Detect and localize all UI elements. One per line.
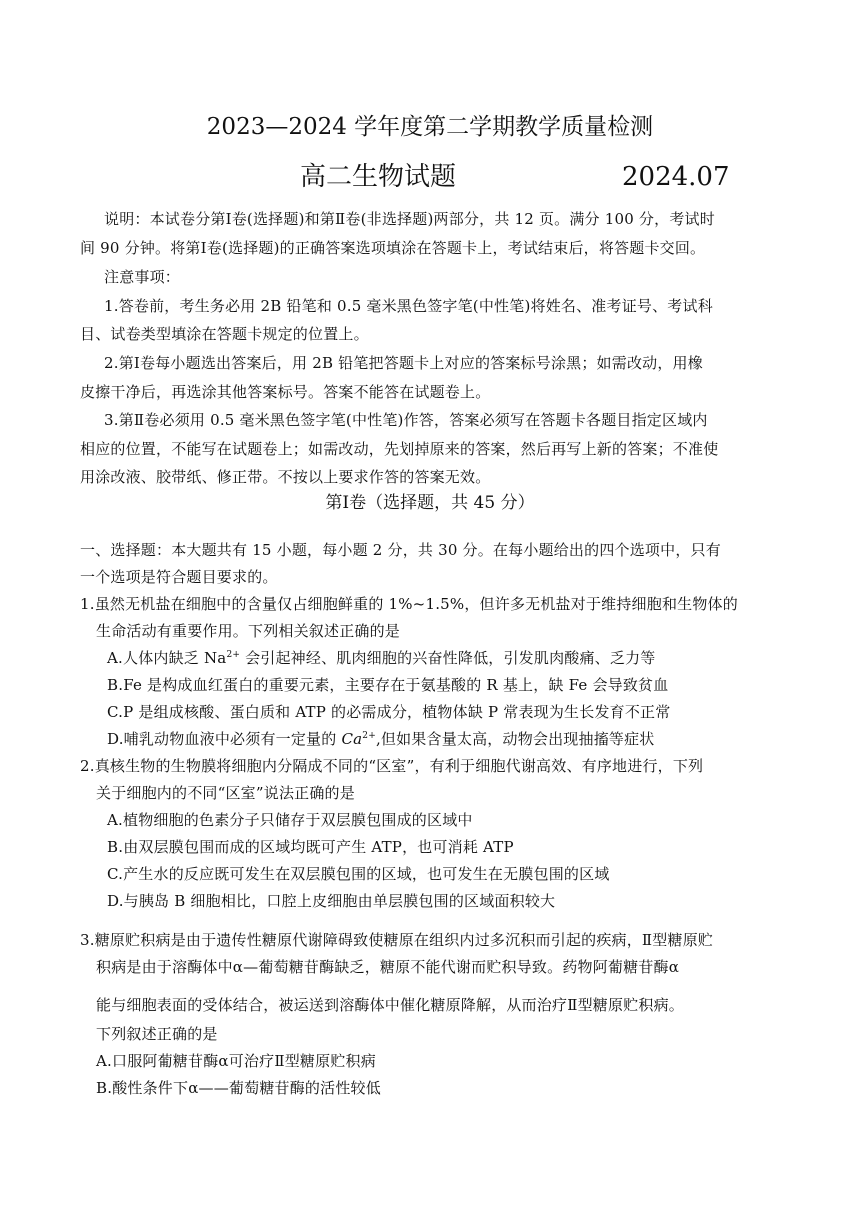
ion-charge: 2+	[362, 731, 376, 741]
option-text: A.人体内缺乏 Na	[107, 649, 227, 667]
ion-symbol: Ca	[341, 730, 363, 748]
notice-item-2-cont: 皮擦干净后，再选涂其他答案标号。答案不能答在试题卷上。	[80, 383, 491, 401]
section-intro: 一、选择题：本大题共有 15 小题，每小题 2 分，共 30 分。在每小题给出的四个选项中，只有	[80, 541, 721, 559]
question-3-option-b: B.酸性条件下α——葡萄糖苷酶的活性较低	[96, 1079, 381, 1097]
question-3-stem-cont: 积病是由于溶酶体中α—葡萄糖苷酶缺乏，糖原不能代谢而贮积导致。药物阿葡糖苷酶α	[96, 958, 680, 976]
instructions-line: 说明：本试卷分第Ⅰ卷(选择题)和第Ⅱ卷(非选择题)两部分，共 12 页。满分 100 分，考试时	[104, 210, 715, 228]
exam-title: 2023—2024 学年度第二学期教学质量检测	[206, 114, 654, 140]
question-2-option-a: A.植物细胞的色素分子只储存于双层膜包围成的区域中	[107, 811, 473, 829]
question-1-option-d	[107, 729, 655, 749]
exam-date: 2024.07	[622, 162, 730, 192]
option-text: D.哺乳动物血液中必须有一定量的	[107, 730, 342, 748]
notice-item-1: 1.答卷前，考生务必用 2B 铅笔和 0.5 毫米黑色签字笔(中性笔)将姓名、准考证号、考试科	[104, 297, 713, 315]
exam-subject: 高二生物试题	[300, 162, 457, 192]
question-1-stem: 1.虽然无机盐在细胞中的含量仅占细胞鲜重的 1%~1.5%，但许多无机盐对于维持细胞和生物体的	[80, 595, 738, 613]
question-1-stem-cont: 生命活动有重要作用。下列相关叙述正确的是	[96, 622, 401, 640]
question-1-option-c: C.P 是组成核酸、蛋白质和 ATP 的必需成分，植物体缺 P 常表现为生长发育不正常	[107, 703, 671, 721]
instructions-line: 间 90 分钟。将第Ⅰ卷(选择题)的正确答案选项填涂在答题卡上，考试结束后，将答题卡交回。	[80, 239, 706, 257]
notice-item-3-cont: 相应的位置，不能写在试题卷上；如需改动，先划掉原来的答案，然后再写上新的答案；不准使	[80, 440, 719, 458]
question-1-option-b: B.Fe 是构成血红蛋白的重要元素，主要存在于氨基酸的 R 基上，缺 Fe 会导致贫血	[107, 676, 669, 694]
question-2-stem: 2.真核生物的生物膜将细胞内分隔成不同的“区室”，有利于细胞代谢高效、有序地进行，下列	[80, 757, 704, 775]
question-1-option-a	[107, 648, 655, 668]
section-title: 第Ⅰ卷（选择题，共 45 分）	[325, 493, 535, 513]
option-text: ,但如果含量太高，动物会出现抽搐等症状	[375, 730, 655, 748]
question-2-option-b: B.由双层膜包围而成的区域均既可产生 ATP，也可消耗 ATP	[107, 838, 514, 856]
option-text: 会引起神经、肌肉细胞的兴奋性降低，引发肌肉酸痛、乏力等	[240, 649, 656, 667]
notice-item-3-cont: 用涂改液、胶带纸、修正带。不按以上要求作答的答案无效。	[80, 468, 491, 486]
notice-item-2: 2.第Ⅰ卷每小题选出答案后，用 2B 铅笔把答题卡上对应的答案标号涂黑；如需改动，用橡	[104, 354, 703, 372]
question-3-stem-cont: 能与细胞表面的受体结合，被运送到溶酶体中催化糖原降解，从而治疗Ⅱ型糖原贮积病。	[96, 996, 684, 1014]
notice-item-1-cont: 目、试卷类型填涂在答题卡规定的位置上。	[80, 325, 369, 343]
question-3-option-a: A.口服阿葡糖苷酶α可治疗Ⅱ型糖原贮积病	[96, 1052, 376, 1070]
question-3-stem-cont: 下列叙述正确的是	[96, 1025, 218, 1043]
notice-heading: 注意事项：	[104, 268, 181, 286]
question-2-option-d: D.与胰岛 B 细胞相比，口腔上皮细胞由单层膜包围的区域面积较大	[107, 892, 556, 910]
section-intro-cont: 一个选项是符合题目要求的。	[80, 568, 278, 586]
ion-charge: 2+	[226, 650, 241, 660]
question-2-option-c: C.产生水的反应既可发生在双层膜包围的区域，也可发生在无膜包围的区域	[107, 865, 610, 883]
question-3-stem: 3.糖原贮积病是由于遗传性糖原代谢障碍致使糖原在组织内过多沉积而引起的疾病，Ⅱ型糖原贮	[80, 931, 714, 949]
question-2-stem-cont: 关于细胞内的不同“区室”说法正确的是	[96, 784, 355, 802]
notice-item-3: 3.第Ⅱ卷必须用 0.5 毫米黑色签字笔(中性笔)作答，答案必须写在答题卡各题目指定区域内	[104, 411, 708, 429]
